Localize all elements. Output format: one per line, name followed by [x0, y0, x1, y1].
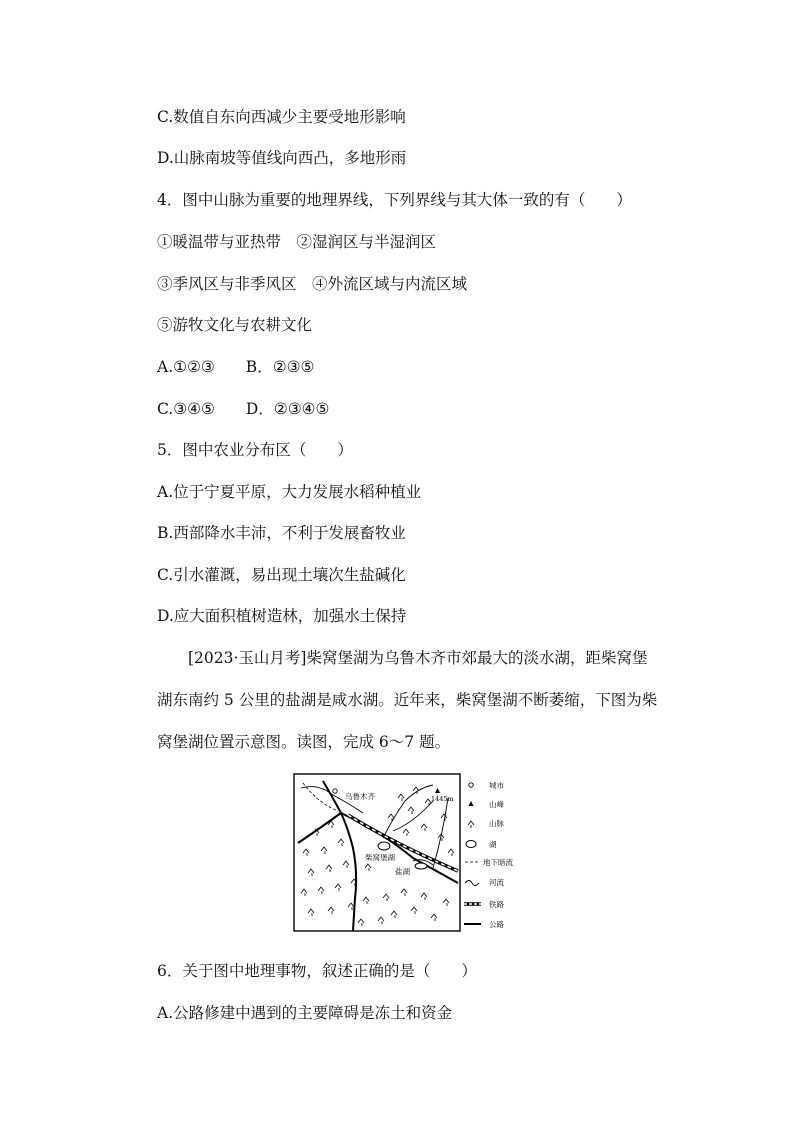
passage-line-2: 湖东南约 5 公里的盐湖是咸水湖。近年来，柴窝堡湖不断萎缩，下图为柴: [157, 691, 658, 709]
q4-items-row3: ⑤游牧文化与农耕文化: [157, 316, 313, 334]
salt-lake-label: 盐湖: [395, 867, 410, 876]
svg-text:城市: 城市: [489, 781, 504, 790]
q4-items-row2: ③季风区与非季风区 ④外流区域与内流区域: [157, 275, 468, 293]
peak-label: 1445m: [431, 795, 454, 803]
location-map-svg: [293, 773, 535, 933]
svg-text:河流: 河流: [489, 878, 504, 887]
city-label: 乌鲁木齐: [345, 792, 375, 801]
q4-options-row1: A.①②③ B．②③⑤: [157, 358, 315, 376]
q3-option-c: C.数值自东向西减少主要受地形影响: [157, 108, 406, 126]
svg-text:湖: 湖: [489, 840, 497, 849]
q5-option-a: A.位于宁夏平原，大力发展水稻种植业: [157, 483, 422, 501]
svg-text:山峰: 山峰: [489, 800, 504, 809]
lake-label: 柴窝堡湖: [365, 853, 395, 862]
svg-text:公路: 公路: [489, 920, 504, 929]
passage-line-1: [2023·玉山月考]柴窝堡湖为乌鲁木齐市郊最大的淡水湖，距柴窝堡: [157, 649, 648, 667]
q4-options-row2: C.③④⑤ D．②③④⑤: [157, 400, 330, 418]
svg-text:铁路: 铁路: [489, 900, 504, 909]
svg-text:地下暗流: 地下暗流: [483, 858, 513, 867]
q6-stem: 6．关于图中地理事物，叙述正确的是（ ）: [157, 962, 477, 980]
q3-option-d: D.山脉南坡等值线向西凸，多地形雨: [157, 149, 407, 167]
q4-stem: 4．图中山脉为重要的地理界线，下列界线与其大体一致的有（ ）: [157, 191, 632, 209]
svg-text:山脉: 山脉: [489, 819, 504, 828]
location-map: [293, 773, 535, 933]
passage-line-3: 窝堡湖位置示意图。读图，完成 6～7 题。: [157, 733, 451, 751]
q5-option-b: B.西部降水丰沛，不利于发展畜牧业: [157, 524, 406, 542]
q5-stem: 5．图中农业分布区（ ）: [157, 441, 353, 459]
q5-option-c: C.引水灌溉，易出现土壤次生盐碱化: [157, 566, 406, 584]
chaiwopu-lake: [378, 842, 390, 850]
q5-option-d: D.应大面积植树造林，加强水土保持: [157, 607, 407, 625]
city-urumqi-dot: [333, 789, 337, 793]
q4-items-row1: ①暖温带与亚热带 ②湿润区与半湿润区: [157, 233, 437, 251]
salt-lake: [415, 863, 427, 869]
map-legend: [464, 780, 513, 929]
q6-option-a: A.公路修建中遇到的主要障碍是冻土和资金: [157, 1004, 453, 1022]
